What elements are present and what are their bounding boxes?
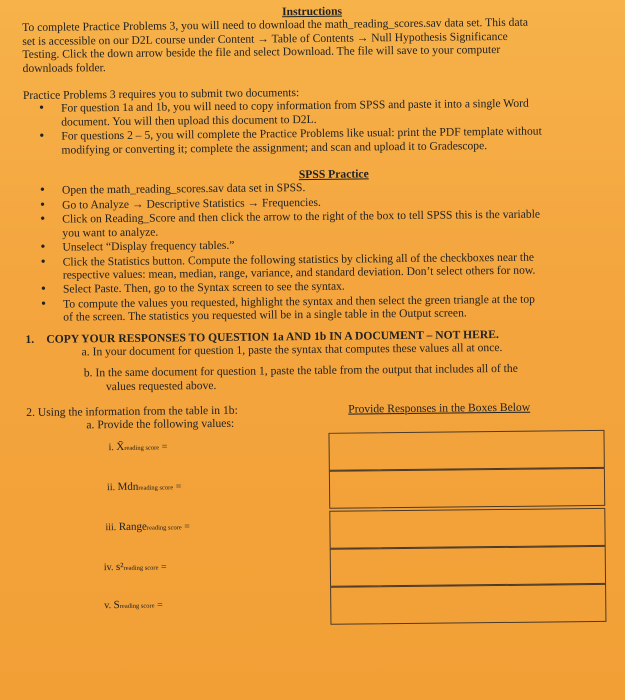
- question-1a: a. In your document for question 1, paste the syntax that computes these values all at once.: [81, 340, 503, 359]
- stat-subscript: reading score: [119, 602, 155, 611]
- instructions-line: Testing. Click the down arrow beside the file and select Download. The file will save to your computer: [22, 43, 501, 62]
- list-item-text: modifying or converting it; complete the assignment; and scan and upload it to Gradescope.: [61, 138, 488, 157]
- list-item: [61, 124, 603, 156]
- list-item-text: • For questions 2 – 5, you will complete the Practice Problems like usual: print the PDF template without: [61, 124, 542, 143]
- stat-subscript: reading score: [138, 484, 174, 492]
- list-item: [61, 96, 603, 128]
- submission-intro: Practice Problems 3 requires you to submit two documents:: [22, 86, 300, 103]
- list-item-text: • Click the Statistics button. Compute the following statistics by clicking all of the checkboxes near the: [62, 250, 535, 269]
- list-item-text: • Select Paste. Then, go to the Syntax screen to see the syntax.: [62, 279, 345, 296]
- instructions-paragraph: [22, 15, 603, 75]
- list-item-text: • Open the math_reading_scores.sav data set in SPSS.: [61, 181, 306, 198]
- submission-section: [23, 83, 604, 157]
- stat-subscript: reading score: [123, 564, 159, 573]
- list-item-text: • To compute the values you requested, highlight the syntax and then select the green triangle at the top: [63, 292, 535, 311]
- instructions-title: Instructions: [282, 4, 343, 19]
- list-item-text: respective values: mean, median, range, variance, and standard deviation. Don’t select others for now.: [62, 263, 536, 282]
- response-box-range[interactable]: [329, 508, 605, 549]
- equals-sign: =: [161, 441, 168, 453]
- list-item-text: you want to analyze.: [62, 225, 159, 240]
- stat-label-range: [105, 520, 190, 535]
- list-item: [63, 249, 605, 281]
- question-1-number: 1.: [25, 332, 35, 346]
- responses-heading: Provide Responses in the Boxes Below: [348, 400, 531, 416]
- response-area: [26, 428, 608, 634]
- question-2a: a. Provide the following values:: [86, 416, 235, 432]
- stat-symbol: Mdn: [117, 480, 139, 494]
- list-item-text: • For question 1a and 1b, you will need to copy information from SPSS and paste it into a single Word: [60, 97, 529, 116]
- roman-numeral: iii.: [105, 522, 117, 534]
- equals-sign: =: [160, 561, 167, 573]
- stat-label-median: [107, 481, 181, 496]
- question-1-text: COPY YOUR RESPONSES TO QUESTION 1a AND 1b IN A DOCUMENT – NOT HERE.: [46, 327, 499, 346]
- stat-label-std-dev: [104, 599, 163, 614]
- list-item-text: • Click on Reading_Score and then click the arrow to the right of the box to tell SPSS this is the variable: [62, 207, 541, 226]
- list-item-text: • Unselect “Display frequency tables.”: [62, 238, 235, 254]
- response-box-variance[interactable]: [330, 546, 606, 587]
- spss-practice-title: SPSS Practice: [298, 167, 369, 182]
- roman-numeral: iv.: [103, 562, 114, 574]
- spss-steps-list: [24, 178, 605, 324]
- stat-subscript: reading score: [146, 524, 182, 532]
- stat-symbol: X̄: [116, 441, 125, 454]
- stat-subscript: reading score: [124, 444, 160, 453]
- question-1b: [84, 361, 606, 393]
- list-item-text: of the screen. The statistics you requested will be in a single table in the Output screen.: [63, 306, 467, 324]
- list-item-text: document. You will then upload this document to D2L.: [61, 112, 317, 129]
- roman-numeral: i.: [108, 442, 114, 454]
- equals-sign: =: [175, 481, 182, 493]
- list-item: [62, 207, 604, 239]
- list-item-text: • Go to Analyze → Descriptive Statistics → Frequencies.: [61, 195, 321, 212]
- question-1b-line: values requested above.: [105, 378, 217, 393]
- stat-label-variance: [104, 561, 167, 576]
- submission-list: [23, 96, 604, 157]
- stat-label-mean: [109, 441, 168, 456]
- stat-symbol: s²: [115, 561, 124, 574]
- response-box-std-dev[interactable]: [330, 584, 606, 625]
- response-box-mean[interactable]: [328, 430, 604, 471]
- stat-symbol: S: [113, 599, 120, 612]
- question-2-text: 2. Using the information from the table in 1b:: [26, 403, 238, 420]
- question-1b-line: b. In the same document for question 1, paste the table from the output that includes all of the: [83, 362, 518, 380]
- roman-numeral: v.: [104, 600, 112, 612]
- equals-sign: =: [184, 521, 190, 533]
- instructions-line: downloads folder.: [22, 60, 106, 75]
- instructions-line: set is accessible on our D2L course under Content → Table of Contents → Null Hypothesis Significance: [22, 29, 508, 48]
- stat-symbol: Range: [118, 520, 147, 534]
- equals-sign: =: [157, 599, 163, 611]
- document: [22, 2, 609, 634]
- response-box-median[interactable]: [329, 468, 605, 509]
- roman-numeral: ii.: [106, 482, 116, 494]
- list-item: [63, 292, 605, 324]
- instructions-line: To complete Practice Problems 3, you will need to download the math_reading_scores.sav data set. This data: [22, 16, 528, 35]
